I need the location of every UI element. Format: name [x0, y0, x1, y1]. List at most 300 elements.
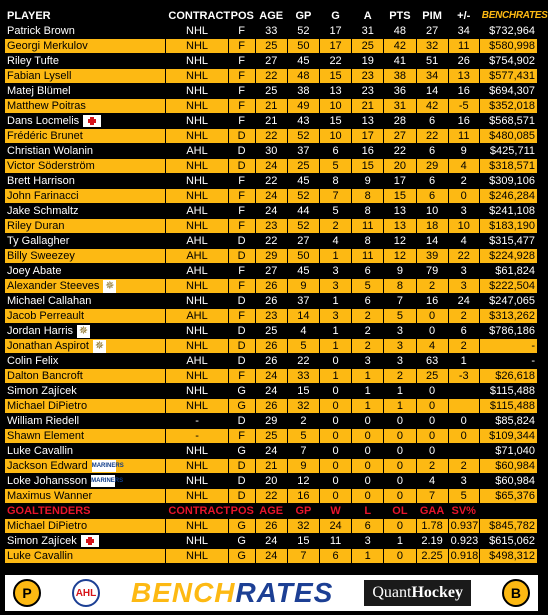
penalty-minutes-cell: 29 [416, 159, 448, 174]
age-cell: 22 [255, 129, 287, 144]
goalie-header-row [5, 504, 538, 519]
assists-cell: 1 [352, 399, 384, 414]
player-name: William Riedell [7, 415, 80, 427]
position-cell: F [228, 429, 255, 444]
assists-cell: 2 [352, 309, 384, 324]
goalie-col-contract: CONTRACT [166, 504, 228, 519]
points-cell: 3 [384, 354, 416, 369]
points-cell: 48 [384, 24, 416, 39]
goalie-name-cell [5, 534, 166, 549]
wins-cell: 11 [319, 534, 351, 549]
plus-minus-cell: 3 [448, 279, 479, 294]
games-played-cell: 22 [287, 354, 319, 369]
player-name-cell [5, 129, 166, 144]
games-played-cell: 52 [287, 24, 319, 39]
contract-cell: NHL [166, 69, 228, 84]
penalty-minutes-cell: 16 [416, 294, 448, 309]
penalty-minutes-cell: 0 [416, 399, 448, 414]
assists-cell: 11 [352, 249, 384, 264]
age-cell: 26 [255, 354, 287, 369]
player-name-cell [5, 69, 166, 84]
player-name-cell [5, 249, 166, 264]
captain-star-icon: ✵ [105, 279, 115, 292]
points-cell: 12 [384, 234, 416, 249]
plus-minus-cell: 0 [448, 189, 479, 204]
penalty-minutes-cell: 22 [416, 129, 448, 144]
player-name-cell [5, 84, 166, 99]
skater-row [5, 399, 538, 414]
penalty-minutes-cell: 79 [416, 264, 448, 279]
games-played-cell: 52 [287, 189, 319, 204]
games-played-cell: 15 [287, 534, 319, 549]
benchrate-value-cell: $313,262 [479, 309, 537, 324]
benchrate-value-cell: $247,065 [479, 294, 537, 309]
goalie-col-w: W [319, 504, 351, 519]
col-player: PLAYER [5, 8, 166, 24]
goals-cell: 2 [319, 219, 351, 234]
plus-minus-cell: 3 [448, 204, 479, 219]
benchrate-value-cell: $222,504 [479, 279, 537, 294]
player-name-cell [5, 339, 166, 354]
benchrate-value-cell: $309,106 [479, 174, 537, 189]
plus-minus-cell: 4 [448, 159, 479, 174]
player-name: Joey Abate [7, 265, 62, 277]
penalty-minutes-cell: 6 [416, 189, 448, 204]
penalty-minutes-cell: 0 [416, 414, 448, 429]
penalty-minutes-cell: 0 [416, 429, 448, 444]
points-cell: 0 [384, 444, 416, 459]
captain-star-icon: ✵ [78, 324, 89, 337]
col-contract: CONTRACT [166, 8, 228, 24]
col-plus-minus: +/- [448, 8, 479, 24]
skater-row [5, 159, 538, 174]
goalie-col-ol: OL [384, 504, 416, 519]
benchrate-value-cell: $224,928 [479, 249, 537, 264]
goals-cell: 0 [319, 474, 351, 489]
penalty-minutes-cell: 42 [416, 99, 448, 114]
position-cell: G [228, 444, 255, 459]
penalty-minutes-cell: 6 [416, 114, 448, 129]
games-played-cell: 2 [287, 414, 319, 429]
assists-cell: 1 [352, 384, 384, 399]
player-name: Colin Felix [7, 355, 59, 367]
points-cell: 1 [384, 384, 416, 399]
contract-cell: NHL [166, 489, 228, 504]
games-played-cell: 48 [287, 69, 319, 84]
goalie-row [5, 549, 538, 564]
skater-row [5, 429, 538, 444]
assists-cell: 9 [352, 174, 384, 189]
assists-cell: 0 [352, 414, 384, 429]
contract-cell: NHL [166, 129, 228, 144]
position-cell: F [228, 189, 255, 204]
assists-cell: 0 [352, 459, 384, 474]
games-played-cell: 16 [287, 489, 319, 504]
col-pos: POS [228, 8, 255, 24]
skater-row [5, 414, 538, 429]
benchrate-value-cell: $109,344 [479, 429, 537, 444]
goals-cell: 0 [319, 354, 351, 369]
skater-row [5, 189, 538, 204]
goals-cell: 0 [319, 444, 351, 459]
contract-cell: AHL [166, 264, 228, 279]
player-name-cell [5, 54, 166, 69]
games-played-cell: 12 [287, 474, 319, 489]
player-name: Ty Gallagher [7, 235, 70, 247]
penalty-minutes-cell: 39 [416, 249, 448, 264]
points-cell: 2 [384, 369, 416, 384]
skater-row [5, 69, 538, 84]
games-played-cell: 52 [287, 129, 319, 144]
boston-bruins-logo: B [502, 579, 530, 607]
goalie-col-l: L [352, 504, 384, 519]
points-cell: 17 [384, 174, 416, 189]
position-cell: F [228, 69, 255, 84]
col-gp: GP [287, 8, 319, 24]
assists-cell: 19 [352, 54, 384, 69]
losses-cell: 3 [352, 534, 384, 549]
losses-cell: 1 [352, 549, 384, 564]
table-header-row [5, 8, 538, 24]
player-name-cell [5, 399, 166, 414]
games-played-cell: 50 [287, 39, 319, 54]
player-name: Simon Zajícek [7, 385, 77, 397]
skater-row [5, 474, 538, 489]
points-cell: 0 [384, 474, 416, 489]
contract-cell: NHL [166, 189, 228, 204]
benchrate-value-cell: $732,964 [479, 24, 537, 39]
assists-cell: 2 [352, 339, 384, 354]
col-a: A [352, 8, 384, 24]
points-cell: 15 [384, 189, 416, 204]
penalty-minutes-cell: 6 [416, 174, 448, 189]
assists-cell: 6 [352, 264, 384, 279]
goalie-name: Luke Cavallin [7, 550, 74, 562]
player-name-cell [5, 309, 166, 324]
skater-row [5, 129, 538, 144]
player-name: Patrick Brown [7, 25, 75, 37]
plus-minus-cell: 13 [448, 69, 479, 84]
assists-cell: 0 [352, 474, 384, 489]
benchrate-value-cell: $352,018 [479, 99, 537, 114]
losses-cell: 6 [352, 519, 384, 534]
skater-row [5, 279, 538, 294]
contract-cell: NHL [166, 459, 228, 474]
skater-row [5, 234, 538, 249]
penalty-minutes-cell: 0 [416, 444, 448, 459]
position-cell: F [228, 39, 255, 54]
player-name-cell [5, 324, 166, 339]
penalty-minutes-cell: 27 [416, 24, 448, 39]
save-percentage-cell: 0.918 [448, 549, 479, 564]
benchrate-value-cell: $241,108 [479, 204, 537, 219]
games-played-cell: 49 [287, 99, 319, 114]
contract-cell: NHL [166, 474, 228, 489]
player-name: Jonathan Aspirot [7, 340, 89, 352]
age-cell: 25 [255, 84, 287, 99]
goalie-col-gaa: GAA [416, 504, 448, 519]
plus-minus-cell: 6 [448, 324, 479, 339]
overtime-losses-cell: 1 [384, 534, 416, 549]
contract-cell: NHL [166, 219, 228, 234]
penalty-minutes-cell: 51 [416, 54, 448, 69]
position-cell: F [228, 279, 255, 294]
goalie-rows [5, 504, 538, 564]
goals-cell: 0 [319, 414, 351, 429]
contract-cell: NHL [166, 99, 228, 114]
player-name-cell [5, 354, 166, 369]
skater-row [5, 339, 538, 354]
quanthockey-part1: Quant [372, 584, 412, 601]
position-cell: G [228, 549, 255, 564]
benchrate-value-cell: $480,085 [479, 129, 537, 144]
position-cell: D [228, 324, 255, 339]
goals-cell: 17 [319, 24, 351, 39]
goals-against-average-cell: 1.78 [416, 519, 448, 534]
player-name: Victor Söderström [7, 160, 95, 172]
position-cell: F [228, 174, 255, 189]
skater-row [5, 309, 538, 324]
plus-minus-cell: 9 [448, 144, 479, 159]
contract-cell: NHL [166, 339, 228, 354]
goaltenders-title: GOALTENDERS [5, 504, 166, 519]
col-benchrates-logo: BENCHRATES [479, 8, 537, 24]
games-played-cell: 45 [287, 54, 319, 69]
player-name-cell [5, 279, 166, 294]
player-name: Jake Schmaltz [7, 205, 79, 217]
games-played-cell: 9 [287, 459, 319, 474]
benchrate-value-cell: $694,307 [479, 84, 537, 99]
games-played-cell: 7 [287, 549, 319, 564]
player-name-cell [5, 159, 166, 174]
plus-minus-cell: 10 [448, 219, 479, 234]
goals-cell: 5 [319, 159, 351, 174]
skater-row [5, 174, 538, 189]
age-cell: 22 [255, 69, 287, 84]
contract-cell: AHL [166, 204, 228, 219]
player-name: Alexander Steeves [7, 280, 100, 292]
player-name: Riley Tufte [7, 55, 59, 67]
col-g: G [319, 8, 351, 24]
benchrate-value-cell: $845,782 [479, 519, 537, 534]
games-played-cell: 32 [287, 399, 319, 414]
goals-cell: 0 [319, 384, 351, 399]
games-played-cell: 50 [287, 249, 319, 264]
player-name-cell [5, 39, 166, 54]
plus-minus-cell: 34 [448, 24, 479, 39]
player-name: Luke Cavallin [7, 445, 74, 457]
goals-cell: 15 [319, 69, 351, 84]
wins-cell: 6 [319, 549, 351, 564]
points-cell: 3 [384, 324, 416, 339]
skater-row [5, 144, 538, 159]
goals-cell: 0 [319, 399, 351, 414]
games-played-cell: 43 [287, 114, 319, 129]
player-name-cell [5, 144, 166, 159]
points-cell: 42 [384, 39, 416, 54]
overtime-losses-cell: 0 [384, 549, 416, 564]
ahl-logo: AHL [72, 579, 100, 607]
benchrate-value-cell: $568,571 [479, 114, 537, 129]
contract-cell: - [166, 414, 228, 429]
age-cell: 23 [255, 219, 287, 234]
position-cell: F [228, 24, 255, 39]
age-cell: 21 [255, 114, 287, 129]
games-played-cell: 4 [287, 324, 319, 339]
position-cell: D [228, 354, 255, 369]
age-cell: 26 [255, 279, 287, 294]
player-name: Shawn Element [7, 430, 85, 442]
player-name: Georgi Merkulov [7, 40, 88, 52]
goalie-name: Simon Zajícek [7, 535, 77, 547]
points-cell: 8 [384, 279, 416, 294]
points-cell: 27 [384, 129, 416, 144]
player-name: Maximus Wanner [7, 490, 93, 502]
goalie-row [5, 534, 538, 549]
contract-cell: AHL [166, 144, 228, 159]
age-cell: 24 [255, 444, 287, 459]
col-pts: PTS [384, 8, 416, 24]
player-name-cell [5, 369, 166, 384]
mariners-logo-icon: MARINERS [92, 460, 116, 472]
plus-minus-cell: 4 [448, 234, 479, 249]
plus-minus-cell: 0 [448, 414, 479, 429]
benchrate-value-cell: $61,824 [479, 264, 537, 279]
goals-cell: 10 [319, 129, 351, 144]
points-cell: 0 [384, 489, 416, 504]
skater-row [5, 369, 538, 384]
player-name: Dans Locmelis [7, 115, 80, 127]
player-name-cell [5, 99, 166, 114]
player-name: Brett Harrison [7, 175, 75, 187]
skater-row [5, 459, 538, 474]
goals-cell: 0 [319, 459, 351, 474]
benchrate-value-cell: $318,571 [479, 159, 537, 174]
penalty-minutes-cell: 6 [416, 144, 448, 159]
benchrate-value-cell: $60,984 [479, 474, 537, 489]
penalty-minutes-cell: 0 [416, 309, 448, 324]
age-cell: 30 [255, 144, 287, 159]
assists-cell: 25 [352, 39, 384, 54]
age-cell: 24 [255, 534, 287, 549]
contract-cell: NHL [166, 114, 228, 129]
plus-minus-cell: -5 [448, 99, 479, 114]
player-name: Michael DiPietro [7, 400, 88, 412]
points-cell: 38 [384, 69, 416, 84]
assists-cell: 0 [352, 444, 384, 459]
col-pim: PIM [416, 8, 448, 24]
age-cell: 24 [255, 204, 287, 219]
contract-cell: - [166, 429, 228, 444]
assists-cell: 21 [352, 99, 384, 114]
contract-cell: NHL [166, 279, 228, 294]
contract-cell: NHL [166, 24, 228, 39]
skater-rows [5, 24, 538, 504]
player-name: Jacob Perreault [7, 310, 85, 322]
age-cell: 26 [255, 294, 287, 309]
position-cell: G [228, 399, 255, 414]
skater-row [5, 114, 538, 129]
captain-star-icon: ✵ [94, 339, 105, 352]
penalty-minutes-cell: 2 [416, 459, 448, 474]
skater-row [5, 54, 538, 69]
benchrate-value-cell: $26,618 [479, 369, 537, 384]
points-cell: 1 [384, 399, 416, 414]
skater-row [5, 39, 538, 54]
games-played-cell: 33 [287, 369, 319, 384]
skater-row [5, 249, 538, 264]
benchrate-value-cell: $246,284 [479, 189, 537, 204]
player-name: Billy Sweezey [7, 250, 75, 262]
player-name: Matthew Poitras [7, 100, 86, 112]
player-name: Matej Blümel [7, 85, 71, 97]
benchrate-value-cell: $754,902 [479, 54, 537, 69]
assists-cell: 0 [352, 429, 384, 444]
position-cell: D [228, 489, 255, 504]
games-played-cell: 15 [287, 384, 319, 399]
penalty-minutes-cell: 2 [416, 279, 448, 294]
age-cell: 22 [255, 174, 287, 189]
plus-minus-cell: 1 [448, 354, 479, 369]
contract-cell: NHL [166, 444, 228, 459]
quanthockey-part2: Hockey [411, 584, 463, 601]
age-cell: 26 [255, 519, 287, 534]
points-cell: 3 [384, 339, 416, 354]
contract-cell: NHL [166, 294, 228, 309]
goalie-name: Michael DiPietro [7, 520, 88, 532]
plus-minus-cell: 16 [448, 84, 479, 99]
skater-row [5, 444, 538, 459]
goals-against-average-cell: 2.25 [416, 549, 448, 564]
age-cell: 25 [255, 39, 287, 54]
skater-row [5, 264, 538, 279]
games-played-cell: 25 [287, 159, 319, 174]
age-cell: 23 [255, 309, 287, 324]
position-cell: F [228, 54, 255, 69]
points-cell: 13 [384, 204, 416, 219]
contract-cell: AHL [166, 234, 228, 249]
goals-cell: 3 [319, 309, 351, 324]
player-name-cell [5, 24, 166, 39]
contract-cell: AHL [166, 309, 228, 324]
penalty-minutes-cell: 32 [416, 39, 448, 54]
plus-minus-cell: 3 [448, 474, 479, 489]
games-played-cell: 38 [287, 84, 319, 99]
overtime-losses-cell: 0 [384, 519, 416, 534]
goalie-col-blank [479, 504, 537, 519]
age-cell: 27 [255, 54, 287, 69]
skater-row [5, 324, 538, 339]
goals-cell: 3 [319, 264, 351, 279]
contract-cell: NHL [166, 174, 228, 189]
points-cell: 22 [384, 144, 416, 159]
assists-cell: 8 [352, 234, 384, 249]
contract-cell: NHL [166, 54, 228, 69]
position-cell: D [228, 159, 255, 174]
penalty-minutes-cell: 18 [416, 219, 448, 234]
age-cell: 20 [255, 474, 287, 489]
age-cell: 26 [255, 399, 287, 414]
skater-row [5, 24, 538, 39]
plus-minus-cell: 22 [448, 249, 479, 264]
plus-minus-cell: 3 [448, 264, 479, 279]
points-cell: 28 [384, 114, 416, 129]
skater-row [5, 489, 538, 504]
contract-cell: NHL [166, 534, 228, 549]
plus-minus-cell: -3 [448, 369, 479, 384]
save-percentage-cell: 0.937 [448, 519, 479, 534]
plus-minus-cell: 5 [448, 489, 479, 504]
